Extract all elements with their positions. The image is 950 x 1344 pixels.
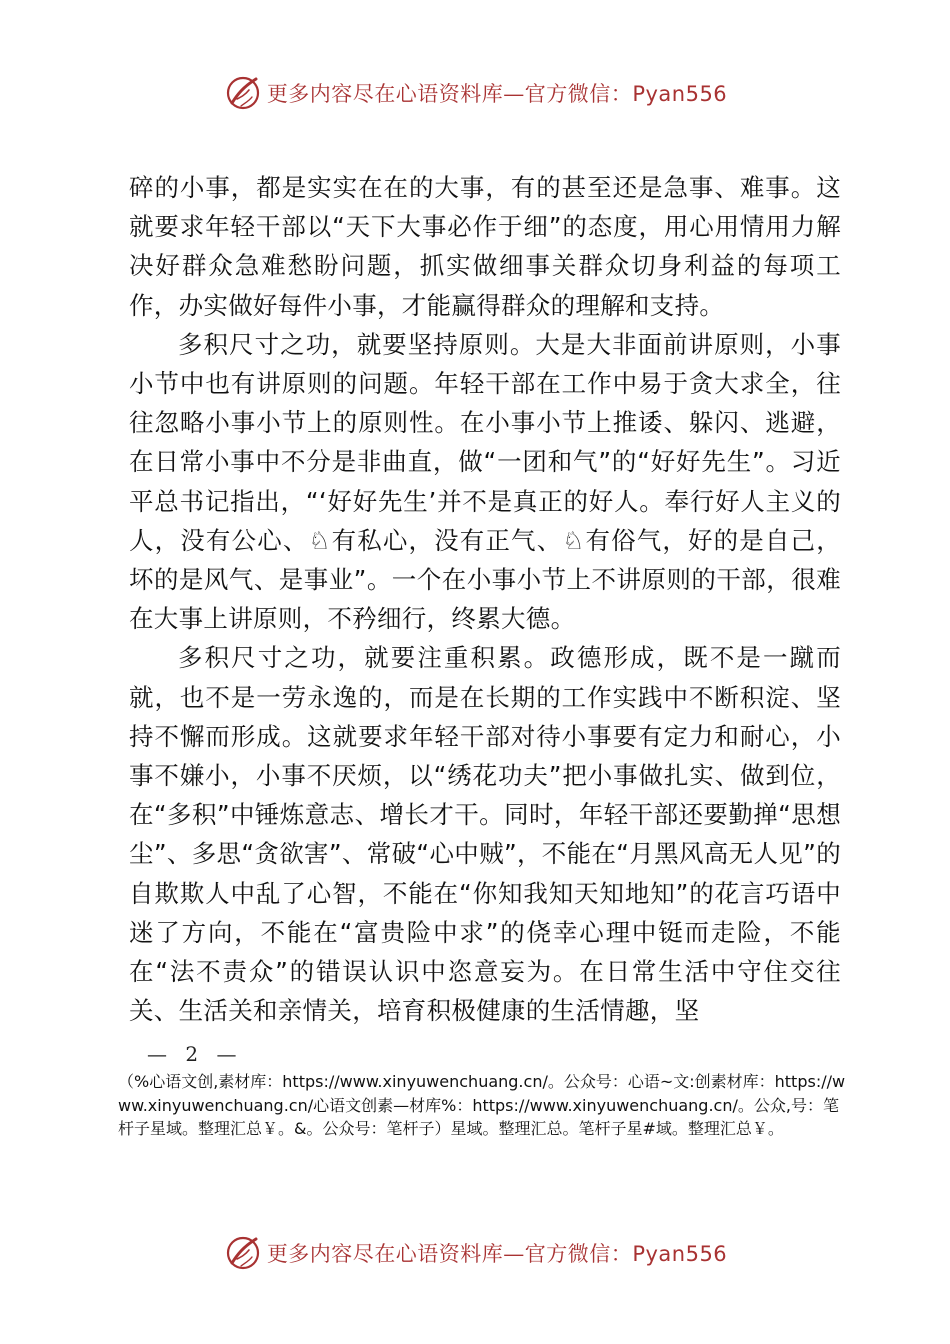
banner-text: 更多内容尽在心语资料库—官方微信：Pyan556 <box>266 1242 728 1266</box>
paragraph: 多积尺寸之功，就要坚持原则。大是大非面前讲原则，小事小节中也有讲原则的问题。年轻干部在工作中易于贪大求全，往往忽略小事小节上的原则性。在小事小节上推诿、躲闪、逃避， 在日常小事中不分是非曲直，做“一团和气”的“好好先生”。习近平总书记指出，“‘好好先生’并不是真正的好人。奉行好人主义的人，没有公心、♘有私心，没有正气、♘有俗气，好的是自己，坏的是风气、是事业”。一个在小事小节上不讲原则的干部，很难在大事上讲原则，不矜细行，终累大德。 <box>129 329 841 634</box>
paragraph-lead: 多积尺寸之功，就要坚持原则。 <box>178 329 536 359</box>
paragraph: 碎的小事，都是实实在在的大事，有的甚至还是急事、难事。这就要求年轻干部以“天下大事必作于细”的态度，用心用情用力解决好群众急难愁盼问题，抓实做细事关群众切身利益的每项工作，办实做好每件小事，才能赢得群众的理解和支持。 <box>129 173 841 320</box>
brush-logo-icon <box>223 73 263 113</box>
footer-banner <box>0 1228 950 1278</box>
banner-text: 更多内容尽在心语资料库—官方微信：Pyan556 <box>266 82 728 106</box>
footer-note: （%心语文创,素材库：https://www.xinyuwenchuang.cn/。公众号：心语~文:创素材库：https://www.xinyuwenchuang.cn/心语文创素—材库%：https://www.xinyuwenchuang.cn/。公众,号：笔杆子星域。整理汇总￥。&。公众号：笔杆子）星域。整理汇总。笔杆子星#域。整理汇总￥。 <box>118 1072 846 1138</box>
document-body <box>129 168 841 1030</box>
brush-logo-icon <box>223 1233 263 1273</box>
paragraph: 多积尺寸之功，就要注重积累。政德形成，既不是一蹴而就，也不是一劳永逸的，而是在长期的工作实践中不断积淀、坚持不懈而形成。这就要求年轻干部对待小事要有定力和耐心，小事不嫌小，小事不厌烦，以“绣花功夫”把小事做扎实、做到位，在“多积”中锤炼意志、增长才干。同时，年轻干部还要勤掸“思想尘”、多思“贪欲害”、常破“心中贼”，不能在“月黑风高无人见”的自欺欺人中乱了心智，不能在“你知我知天知地知”的花言巧语中迷了方向，不能在“富贵险中求”的侥幸心理中铤而走险，不能在“法不责众”的错误认识中恣意妄为。在日常生活中守住交往关、生活关和亲情关，培育积极健康的生活情趣，坚 <box>129 643 841 1026</box>
page-number: — 2 — <box>147 1042 243 1066</box>
paragraph-lead: 多积尺寸之功，就要注重积累。 <box>178 643 551 673</box>
header-banner <box>0 68 950 118</box>
